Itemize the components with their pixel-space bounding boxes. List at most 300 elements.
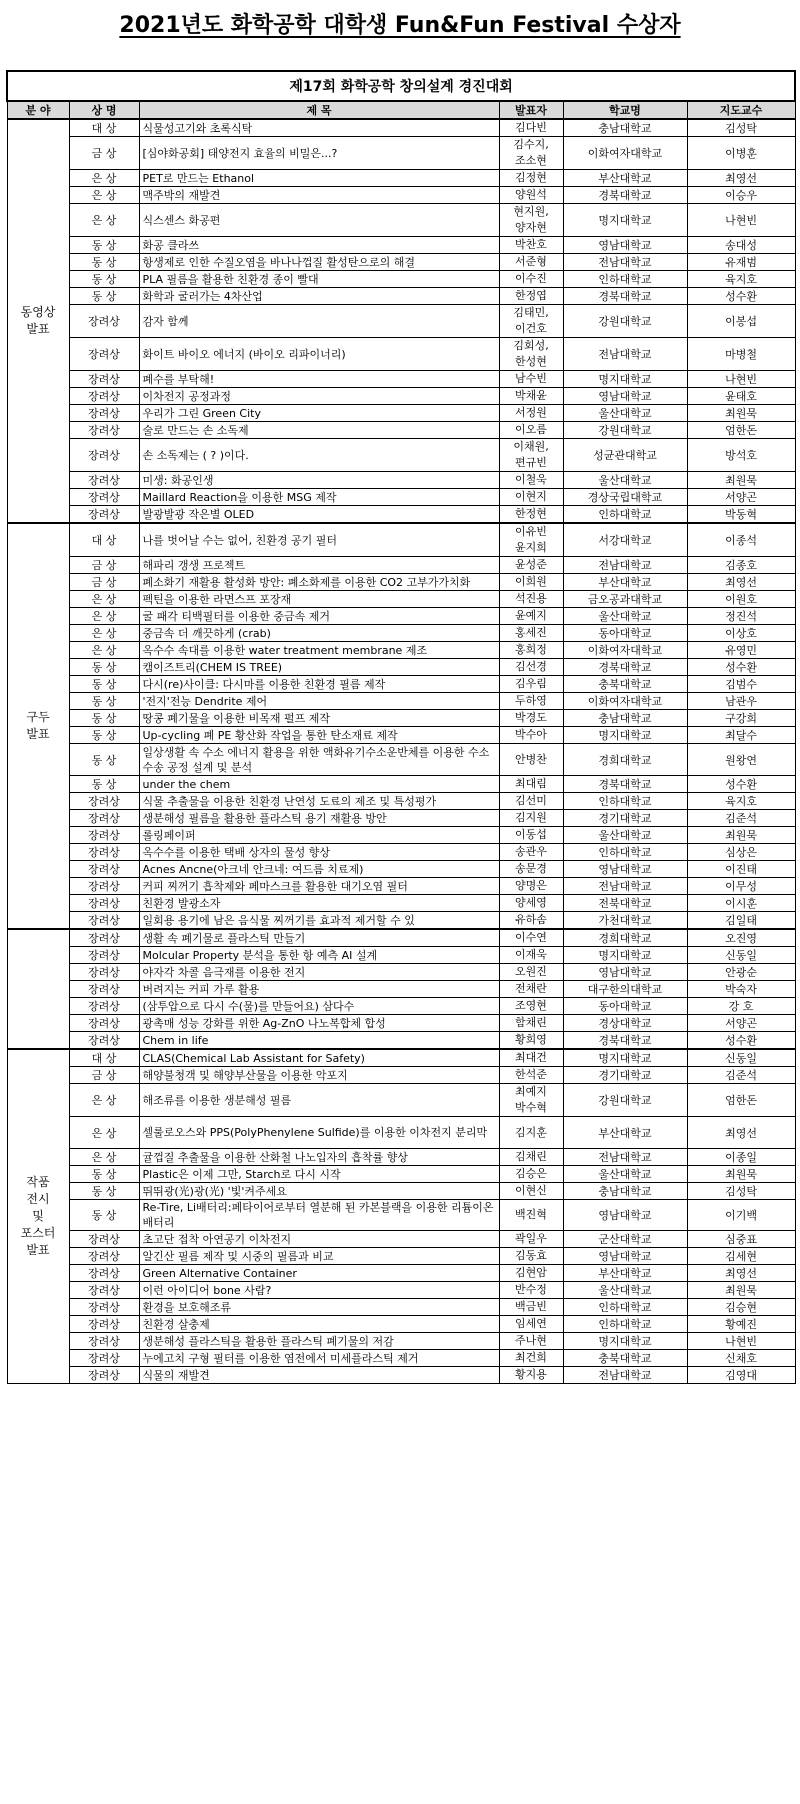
award-cell: 장려상 (69, 1248, 139, 1265)
award-cell: 장려상 (69, 1015, 139, 1032)
award-cell: 금 상 (69, 574, 139, 591)
award-cell: 동 상 (69, 1166, 139, 1183)
advisor-cell: 이원호 (687, 591, 795, 608)
award-cell: 동 상 (69, 237, 139, 254)
title-cell: 커피 찌꺼기 흡착제와 페마스크를 활용한 대기오염 필터 (139, 878, 499, 895)
table-row (7, 929, 795, 947)
header-title: 제 목 (139, 101, 499, 119)
school-cell: 명지대학교 (563, 204, 687, 237)
school-cell: 이화여자대학교 (563, 693, 687, 710)
presenter-cell: 김정현 (499, 170, 563, 187)
table-row (7, 947, 795, 964)
award-cell: 장려상 (69, 861, 139, 878)
title-cell: 술로 만드는 손 소독제 (139, 422, 499, 439)
advisor-cell: 육지호 (687, 793, 795, 810)
school-cell: 울산대학교 (563, 608, 687, 625)
presenter-cell: 이유빈 윤지희 (499, 523, 563, 557)
presenter-cell: 양명은 (499, 878, 563, 895)
presenter-cell: 이현지 (499, 489, 563, 506)
school-cell: 전남대학교 (563, 878, 687, 895)
advisor-cell: 김세현 (687, 1248, 795, 1265)
award-cell: 금 상 (69, 557, 139, 574)
presenter-cell: 이수진 (499, 271, 563, 288)
header-advisor: 지도교수 (687, 101, 795, 119)
table-row (7, 237, 795, 254)
advisor-cell: 이시훈 (687, 895, 795, 912)
title-cell: 굴 패각 티백필터를 이용한 중금속 제거 (139, 608, 499, 625)
school-cell: 금오공과대학교 (563, 591, 687, 608)
table-row (7, 1166, 795, 1183)
title-cell: 이차전지 공정과정 (139, 388, 499, 405)
advisor-cell: 엄한돈 (687, 422, 795, 439)
title-cell: Re-Tire, Li배터리:페타이어로부터 열분해 된 카본블랙을 이용한 리튬이온배터리 (139, 1200, 499, 1231)
advisor-cell: 송대성 (687, 237, 795, 254)
school-cell: 명지대학교 (563, 947, 687, 964)
school-cell: 전남대학교 (563, 557, 687, 574)
school-cell: 경상대학교 (563, 1015, 687, 1032)
school-cell: 명지대학교 (563, 371, 687, 388)
advisor-cell: 방석호 (687, 439, 795, 472)
table-row (7, 422, 795, 439)
award-cell: 동 상 (69, 1200, 139, 1231)
advisor-cell: 안광순 (687, 964, 795, 981)
presenter-cell: 서정원 (499, 405, 563, 422)
school-cell: 동아대학교 (563, 998, 687, 1015)
award-cell: 동 상 (69, 744, 139, 776)
school-cell: 인하대학교 (563, 506, 687, 524)
school-cell: 동아대학교 (563, 625, 687, 642)
table-row (7, 1282, 795, 1299)
presenter-cell: 김우림 (499, 676, 563, 693)
table-row (7, 744, 795, 776)
school-cell: 영남대학교 (563, 1200, 687, 1231)
advisor-cell: 최원묵 (687, 1282, 795, 1299)
title-cell: [심야화공회] 태양전지 효율의 비밀은...? (139, 137, 499, 170)
table-row (7, 489, 795, 506)
title-cell: 친환경 발광소자 (139, 895, 499, 912)
title-cell: Up-cycling 폐 PE 황산화 작업을 통한 탄소재료 제작 (139, 727, 499, 744)
table-row (7, 591, 795, 608)
advisor-cell: 성수환 (687, 776, 795, 793)
award-cell: 은 상 (69, 187, 139, 204)
award-cell: 장려상 (69, 947, 139, 964)
award-cell: 장려상 (69, 810, 139, 827)
title-cell: 일회용 용기에 남은 음식물 찌꺼기를 효과적 제거할 수 있 (139, 912, 499, 930)
advisor-cell: 유재범 (687, 254, 795, 271)
school-cell: 명지대학교 (563, 727, 687, 744)
advisor-cell: 김범수 (687, 676, 795, 693)
school-cell: 전남대학교 (563, 254, 687, 271)
table-row (7, 676, 795, 693)
table-row (7, 170, 795, 187)
award-cell: 장려상 (69, 981, 139, 998)
title-cell: 옥수수 속대를 이용한 water treatment membrane 제조 (139, 642, 499, 659)
title-cell: 광촉매 성능 강화를 위한 Ag-ZnO 나노복합체 합성 (139, 1015, 499, 1032)
title-cell: 맥주박의 재발견 (139, 187, 499, 204)
title-cell: 항생제로 인한 수질오염을 바나나껍질 활성탄으로의 해결 (139, 254, 499, 271)
award-cell: 장려상 (69, 338, 139, 371)
advisor-cell: 나현빈 (687, 204, 795, 237)
school-cell: 군산대학교 (563, 1231, 687, 1248)
title-cell: 생분해성 필름을 활용한 플라스틱 용기 재활용 방안 (139, 810, 499, 827)
advisor-cell: 최달수 (687, 727, 795, 744)
table-row (7, 506, 795, 524)
award-cell: 대 상 (69, 523, 139, 557)
presenter-cell: 남수빈 (499, 371, 563, 388)
table-row (7, 1333, 795, 1350)
school-cell: 이화여자대학교 (563, 642, 687, 659)
advisor-cell: 최영선 (687, 574, 795, 591)
presenter-cell: 윤예지 (499, 608, 563, 625)
table-row (7, 1231, 795, 1248)
table-row (7, 574, 795, 591)
table-row (7, 254, 795, 271)
school-cell: 부산대학교 (563, 1265, 687, 1282)
school-cell: 경북대학교 (563, 659, 687, 676)
table-row (7, 472, 795, 489)
table-row (7, 1049, 795, 1067)
award-cell: 장려상 (69, 439, 139, 472)
presenter-cell: 윤성준 (499, 557, 563, 574)
presenter-cell: 이채원, 편규빈 (499, 439, 563, 472)
presenter-cell: 안병찬 (499, 744, 563, 776)
award-cell: 장려상 (69, 998, 139, 1015)
table-row (7, 710, 795, 727)
award-cell: 동 상 (69, 1183, 139, 1200)
table-row (7, 305, 795, 338)
school-cell: 경희대학교 (563, 929, 687, 947)
table-row (7, 1316, 795, 1333)
advisor-cell: 이상호 (687, 625, 795, 642)
presenter-cell: 한정현 (499, 506, 563, 524)
school-cell: 경북대학교 (563, 1032, 687, 1050)
table-row (7, 659, 795, 676)
advisor-cell: 최영선 (687, 1117, 795, 1149)
award-cell: 장려상 (69, 305, 139, 338)
award-cell: 동 상 (69, 659, 139, 676)
presenter-cell: 임세연 (499, 1316, 563, 1333)
school-cell: 경북대학교 (563, 776, 687, 793)
school-cell: 울산대학교 (563, 827, 687, 844)
school-cell: 울산대학교 (563, 1282, 687, 1299)
advisor-cell: 최원묵 (687, 827, 795, 844)
school-cell: 대구한의대학교 (563, 981, 687, 998)
table-row (7, 810, 795, 827)
table-row (7, 1299, 795, 1316)
table-row (7, 371, 795, 388)
school-cell: 경기대학교 (563, 1067, 687, 1084)
table-row (7, 895, 795, 912)
table-row (7, 557, 795, 574)
advisor-cell: 서양곤 (687, 489, 795, 506)
school-cell: 충남대학교 (563, 710, 687, 727)
presenter-cell: 황지용 (499, 1367, 563, 1384)
advisor-cell: 이승우 (687, 187, 795, 204)
award-cell: 장려상 (69, 506, 139, 524)
table-row (7, 1248, 795, 1265)
table-row (7, 1350, 795, 1367)
award-cell: 장려상 (69, 1316, 139, 1333)
award-cell: 은 상 (69, 1117, 139, 1149)
award-cell: 장려상 (69, 405, 139, 422)
header-presenter: 발표자 (499, 101, 563, 119)
title-cell: 화이트 바이오 에너지 (바이오 리파이너리) (139, 338, 499, 371)
advisor-cell: 이봉섭 (687, 305, 795, 338)
school-cell: 인하대학교 (563, 844, 687, 861)
title-cell: 다시(re)사이클: 다시마를 이용한 친환경 필름 제작 (139, 676, 499, 693)
presenter-cell: 두하영 (499, 693, 563, 710)
award-cell: 동 상 (69, 288, 139, 305)
award-cell: 동 상 (69, 254, 139, 271)
award-cell: 동 상 (69, 727, 139, 744)
advisor-cell: 김성탁 (687, 1183, 795, 1200)
advisor-cell: 신동일 (687, 1049, 795, 1067)
school-cell: 명지대학교 (563, 1333, 687, 1350)
advisor-cell: 이병훈 (687, 137, 795, 170)
award-cell: 대 상 (69, 1049, 139, 1067)
table-row (7, 1117, 795, 1149)
presenter-cell: 김회성, 한성현 (499, 338, 563, 371)
table-row (7, 1265, 795, 1282)
presenter-cell: 석진용 (499, 591, 563, 608)
award-cell: 은 상 (69, 204, 139, 237)
table-row (7, 1015, 795, 1032)
table-row (7, 119, 795, 137)
title-cell: under the chem (139, 776, 499, 793)
school-cell: 부산대학교 (563, 1117, 687, 1149)
table-row (7, 405, 795, 422)
award-cell: 장려상 (69, 388, 139, 405)
title-cell: CLAS(Chemical Lab Assistant for Safety) (139, 1049, 499, 1067)
award-cell: 장려상 (69, 929, 139, 947)
table-row (7, 187, 795, 204)
school-cell: 인하대학교 (563, 793, 687, 810)
advisor-cell: 박숙자 (687, 981, 795, 998)
title-cell: 펙틴을 이용한 라면스프 포장재 (139, 591, 499, 608)
school-cell: 경북대학교 (563, 187, 687, 204)
title-cell: 환경을 보호해조류 (139, 1299, 499, 1316)
advisor-cell: 최영선 (687, 1265, 795, 1282)
title-cell: 롤링페이퍼 (139, 827, 499, 844)
table-row (7, 388, 795, 405)
table-row (7, 1032, 795, 1050)
school-cell: 전남대학교 (563, 338, 687, 371)
table-row (7, 338, 795, 371)
school-cell: 인하대학교 (563, 271, 687, 288)
table-row (7, 288, 795, 305)
presenter-cell: 서준형 (499, 254, 563, 271)
presenter-cell: 김지원 (499, 810, 563, 827)
table-row (7, 439, 795, 472)
table-row (7, 1183, 795, 1200)
title-cell: 셀룰로오스와 PPS(PolyPhenylene Sulfide)를 이용한 이차전지 분리막 (139, 1117, 499, 1149)
advisor-cell: 성수환 (687, 1032, 795, 1050)
advisor-cell: 김일태 (687, 912, 795, 930)
presenter-cell: 황희영 (499, 1032, 563, 1050)
title-cell: 귤껍질 추출물을 이용한 산화철 나노입자의 흡착률 향상 (139, 1149, 499, 1166)
title-cell: 일상생활 속 수소 에너지 활용을 위한 액화유기수소운반체를 이용한 수소 수송 공정 설계 및 분석 (139, 744, 499, 776)
advisor-cell: 성수환 (687, 659, 795, 676)
award-cell: 장려상 (69, 878, 139, 895)
presenter-cell: 최대건 (499, 1049, 563, 1067)
table-row (7, 844, 795, 861)
presenter-cell: 김승은 (499, 1166, 563, 1183)
advisor-cell: 이진태 (687, 861, 795, 878)
title-cell: Acnes Ancne(아크네 안크네: 여드름 치료제) (139, 861, 499, 878)
table-row (7, 137, 795, 170)
title-cell: Chem in life (139, 1032, 499, 1050)
table-caption: 제17회 화학공학 창의설계 경진대회 (7, 71, 795, 101)
award-cell: 장려상 (69, 489, 139, 506)
title-cell: 식물의 재발견 (139, 1367, 499, 1384)
title-cell: 해조류를 이용한 생분해성 필름 (139, 1084, 499, 1117)
award-cell: 장려상 (69, 1350, 139, 1367)
school-cell: 울산대학교 (563, 405, 687, 422)
presenter-cell: 김동효 (499, 1248, 563, 1265)
presenter-cell: 전채란 (499, 981, 563, 998)
title-cell: 감자 함께 (139, 305, 499, 338)
advisor-cell: 이종석 (687, 523, 795, 557)
table-row (7, 793, 795, 810)
award-cell: 은 상 (69, 1084, 139, 1117)
school-cell: 충북대학교 (563, 1350, 687, 1367)
award-cell: 장려상 (69, 422, 139, 439)
table-row (7, 827, 795, 844)
award-cell: 장려상 (69, 844, 139, 861)
table-row (7, 608, 795, 625)
advisor-cell: 최원묵 (687, 472, 795, 489)
title-cell: PET로 만드는 Ethanol (139, 170, 499, 187)
title-cell: 친환경 살충제 (139, 1316, 499, 1333)
awards-table-container (6, 70, 794, 1384)
advisor-cell: 심중표 (687, 1231, 795, 1248)
award-cell: 금 상 (69, 1067, 139, 1084)
advisor-cell: 김준석 (687, 1067, 795, 1084)
award-cell: 장려상 (69, 1299, 139, 1316)
title-cell: 이런 아이디어 bone 사람? (139, 1282, 499, 1299)
school-cell: 경희대학교 (563, 744, 687, 776)
presenter-cell: 홍세진 (499, 625, 563, 642)
award-cell: 은 상 (69, 170, 139, 187)
school-cell: 충남대학교 (563, 1183, 687, 1200)
title-cell: Maillard Reaction을 이용한 MSG 제작 (139, 489, 499, 506)
presenter-cell: 현지원, 양자현 (499, 204, 563, 237)
table-row (7, 271, 795, 288)
award-cell: 장려상 (69, 827, 139, 844)
school-cell: 경기대학교 (563, 810, 687, 827)
title-cell: 생활 속 폐기물로 플라스틱 만들기 (139, 929, 499, 947)
advisor-cell: 이기백 (687, 1200, 795, 1231)
award-cell: 동 상 (69, 710, 139, 727)
table-row (7, 981, 795, 998)
table-row (7, 204, 795, 237)
award-cell: 장려상 (69, 1367, 139, 1384)
award-cell: 은 상 (69, 1149, 139, 1166)
presenter-cell: 최예지 박수혁 (499, 1084, 563, 1117)
table-row (7, 878, 795, 895)
presenter-cell: 오원진 (499, 964, 563, 981)
presenter-cell: 곽일우 (499, 1231, 563, 1248)
award-cell: 동 상 (69, 271, 139, 288)
presenter-cell: 김수지, 조소현 (499, 137, 563, 170)
table-row (7, 998, 795, 1015)
awards-table (6, 70, 796, 1384)
advisor-cell: 이종일 (687, 1149, 795, 1166)
school-cell: 강원대학교 (563, 1084, 687, 1117)
advisor-cell: 윤태호 (687, 388, 795, 405)
school-cell: 이화여자대학교 (563, 137, 687, 170)
award-cell: 장려상 (69, 895, 139, 912)
presenter-cell: 박찬호 (499, 237, 563, 254)
school-cell: 부산대학교 (563, 170, 687, 187)
school-cell: 영남대학교 (563, 237, 687, 254)
advisor-cell: 김준석 (687, 810, 795, 827)
school-cell: 성균관대학교 (563, 439, 687, 472)
presenter-cell: 송문경 (499, 861, 563, 878)
header-award: 상 명 (69, 101, 139, 119)
presenter-cell: 이수연 (499, 929, 563, 947)
table-row (7, 1084, 795, 1117)
advisor-cell: 박동혁 (687, 506, 795, 524)
presenter-cell: 이철욱 (499, 472, 563, 489)
school-cell: 전북대학교 (563, 895, 687, 912)
presenter-cell: 양원석 (499, 187, 563, 204)
presenter-cell: 이현신 (499, 1183, 563, 1200)
award-cell: 장려상 (69, 1231, 139, 1248)
advisor-cell: 나현빈 (687, 1333, 795, 1350)
title-cell: 해양불청객 및 해양부산물을 이용한 악포지 (139, 1067, 499, 1084)
advisor-cell: 오진영 (687, 929, 795, 947)
school-cell: 영남대학교 (563, 1248, 687, 1265)
presenter-cell: 조영현 (499, 998, 563, 1015)
award-cell: 장려상 (69, 964, 139, 981)
advisor-cell: 김종호 (687, 557, 795, 574)
title-cell: 초고단 접착 아연공기 이차전지 (139, 1231, 499, 1248)
presenter-cell: 김채린 (499, 1149, 563, 1166)
table-row (7, 727, 795, 744)
advisor-cell: 남관우 (687, 693, 795, 710)
school-cell: 가천대학교 (563, 912, 687, 930)
table-row (7, 1067, 795, 1084)
award-cell: 대 상 (69, 119, 139, 137)
advisor-cell: 서양곤 (687, 1015, 795, 1032)
school-cell: 명지대학교 (563, 1049, 687, 1067)
advisor-cell: 나현빈 (687, 371, 795, 388)
school-cell: 충남대학교 (563, 119, 687, 137)
table-row (7, 1367, 795, 1384)
title-cell: 중금속 더 깨끗하게 (crab) (139, 625, 499, 642)
award-cell: 금 상 (69, 137, 139, 170)
presenter-cell: 김현암 (499, 1265, 563, 1282)
presenter-cell: 백진혁 (499, 1200, 563, 1231)
award-cell: 장려상 (69, 912, 139, 930)
table-row (7, 1149, 795, 1166)
title-cell: Molcular Property 분석을 통한 항 예측 AI 설계 (139, 947, 499, 964)
award-cell: 은 상 (69, 591, 139, 608)
advisor-cell: 육지호 (687, 271, 795, 288)
presenter-cell: 한석준 (499, 1067, 563, 1084)
award-cell: 동 상 (69, 776, 139, 793)
category-cell (7, 929, 69, 1049)
advisor-cell: 유영민 (687, 642, 795, 659)
presenter-cell: 최대림 (499, 776, 563, 793)
school-cell: 경상국립대학교 (563, 489, 687, 506)
advisor-cell: 신동일 (687, 947, 795, 964)
presenter-cell: 김태민, 이건호 (499, 305, 563, 338)
award-cell: 장려상 (69, 1282, 139, 1299)
title-cell: 생분해성 플라스틱을 활용한 플라스틱 폐기물의 저감 (139, 1333, 499, 1350)
advisor-cell: 김승현 (687, 1299, 795, 1316)
